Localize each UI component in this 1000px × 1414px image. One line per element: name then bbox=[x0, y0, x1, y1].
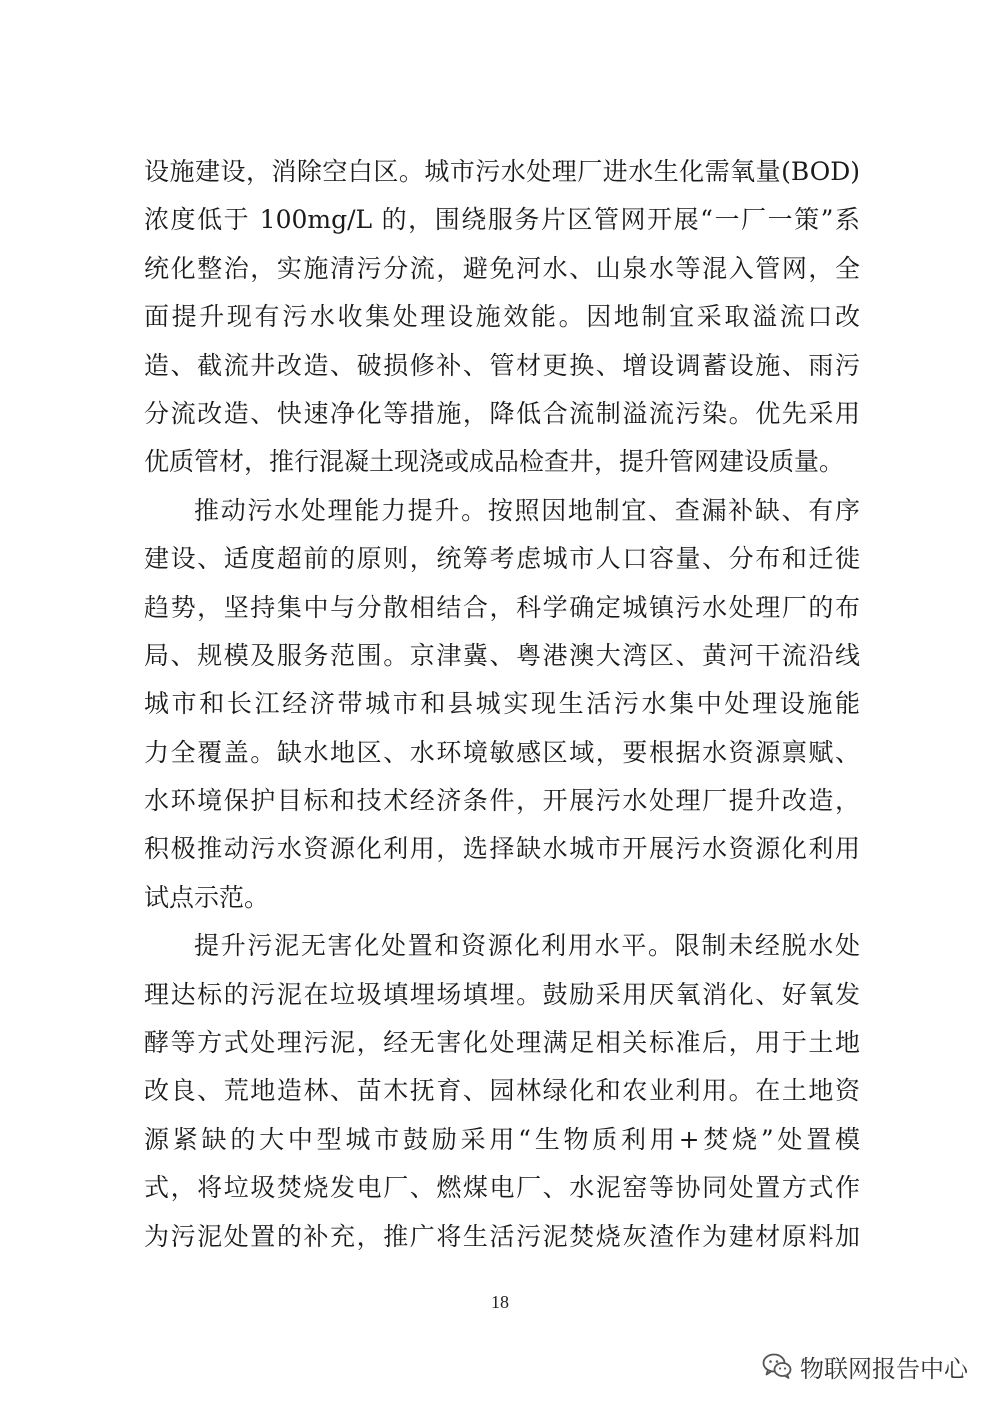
text-line: 为污泥处置的补充，推广将生活污泥焚烧灰渣作为建材原料加 bbox=[144, 1221, 860, 1251]
text-line: 设施建设，消除空白区。城市污水处理厂进水生化需氧量(BOD) bbox=[144, 157, 860, 186]
text-line: 理达标的污泥在垃圾填埋场填埋。鼓励采用厌氧消化、好氧发 bbox=[144, 979, 860, 1009]
text-line: 酵等方式处理污泥，经无害化处理满足相关标准后，用于土地 bbox=[144, 1028, 860, 1058]
text-line: 分流改造、快速净化等措施，降低合流制溢流污染。优先采用 bbox=[144, 398, 860, 428]
page-number: 18 bbox=[491, 1292, 509, 1312]
wechat-icon bbox=[762, 1352, 792, 1380]
text-line: 推动污水处理能力提升。按照因地制宜、查漏补缺、有序 bbox=[194, 495, 860, 525]
text-line: 浓度低于 100mg/L 的，围绕服务片区管网开展“一厂一策”系 bbox=[144, 205, 860, 235]
text-line: 改良、荒地造林、苗木抚育、园林绿化和农业利用。在土地资 bbox=[144, 1076, 860, 1106]
watermark bbox=[762, 1346, 968, 1386]
text-line: 力全覆盖。缺水地区、水环境敏感区域，要根据水资源禀赋、 bbox=[144, 737, 860, 767]
text-line: 城市和长江经济带城市和县城实现生活污水集中处理设施能 bbox=[144, 689, 860, 719]
text-line: 趋势，坚持集中与分散相结合，科学确定城镇污水处理厂的布 bbox=[144, 592, 860, 622]
watermark-text: 物联网报告中心 bbox=[800, 1354, 968, 1383]
text-line: 统化整治，实施清污分流，避免河水、山泉水等混入管网，全 bbox=[144, 253, 860, 283]
text-line: 源紧缺的大中型城市鼓励采用“生物质利用+焚烧”处置模 bbox=[144, 1124, 860, 1154]
text-line: 水环境保护目标和技术经济条件，开展污水处理厂提升改造， bbox=[144, 786, 860, 816]
text-line: 积极推动污水资源化利用，选择缺水城市开展污水资源化利用 bbox=[144, 834, 860, 864]
text-line: 优质管材，推行混凝土现浇或成品检查井，提升管网建设质量。 bbox=[144, 447, 845, 477]
text-line: 面提升现有污水收集处理设施效能。因地制宜采取溢流口改 bbox=[144, 302, 860, 332]
body-text bbox=[144, 148, 860, 1261]
text-line: 提升污泥无害化处置和资源化利用水平。限制未经脱水处 bbox=[194, 931, 860, 961]
text-line: 建设、适度超前的原则，统筹考虑城市人口容量、分布和迁徙 bbox=[144, 544, 860, 574]
text-line: 试点示范。 bbox=[144, 882, 270, 912]
text-line: 局、规模及服务范围。京津冀、粤港澳大湾区、黄河干流沿线 bbox=[144, 640, 860, 670]
text-line: 式，将垃圾焚烧发电厂、燃煤电厂、水泥窑等协同处置方式作 bbox=[144, 1173, 860, 1203]
text-line: 造、截流井改造、破损修补、管材更换、增设调蓄设施、雨污 bbox=[144, 350, 860, 380]
